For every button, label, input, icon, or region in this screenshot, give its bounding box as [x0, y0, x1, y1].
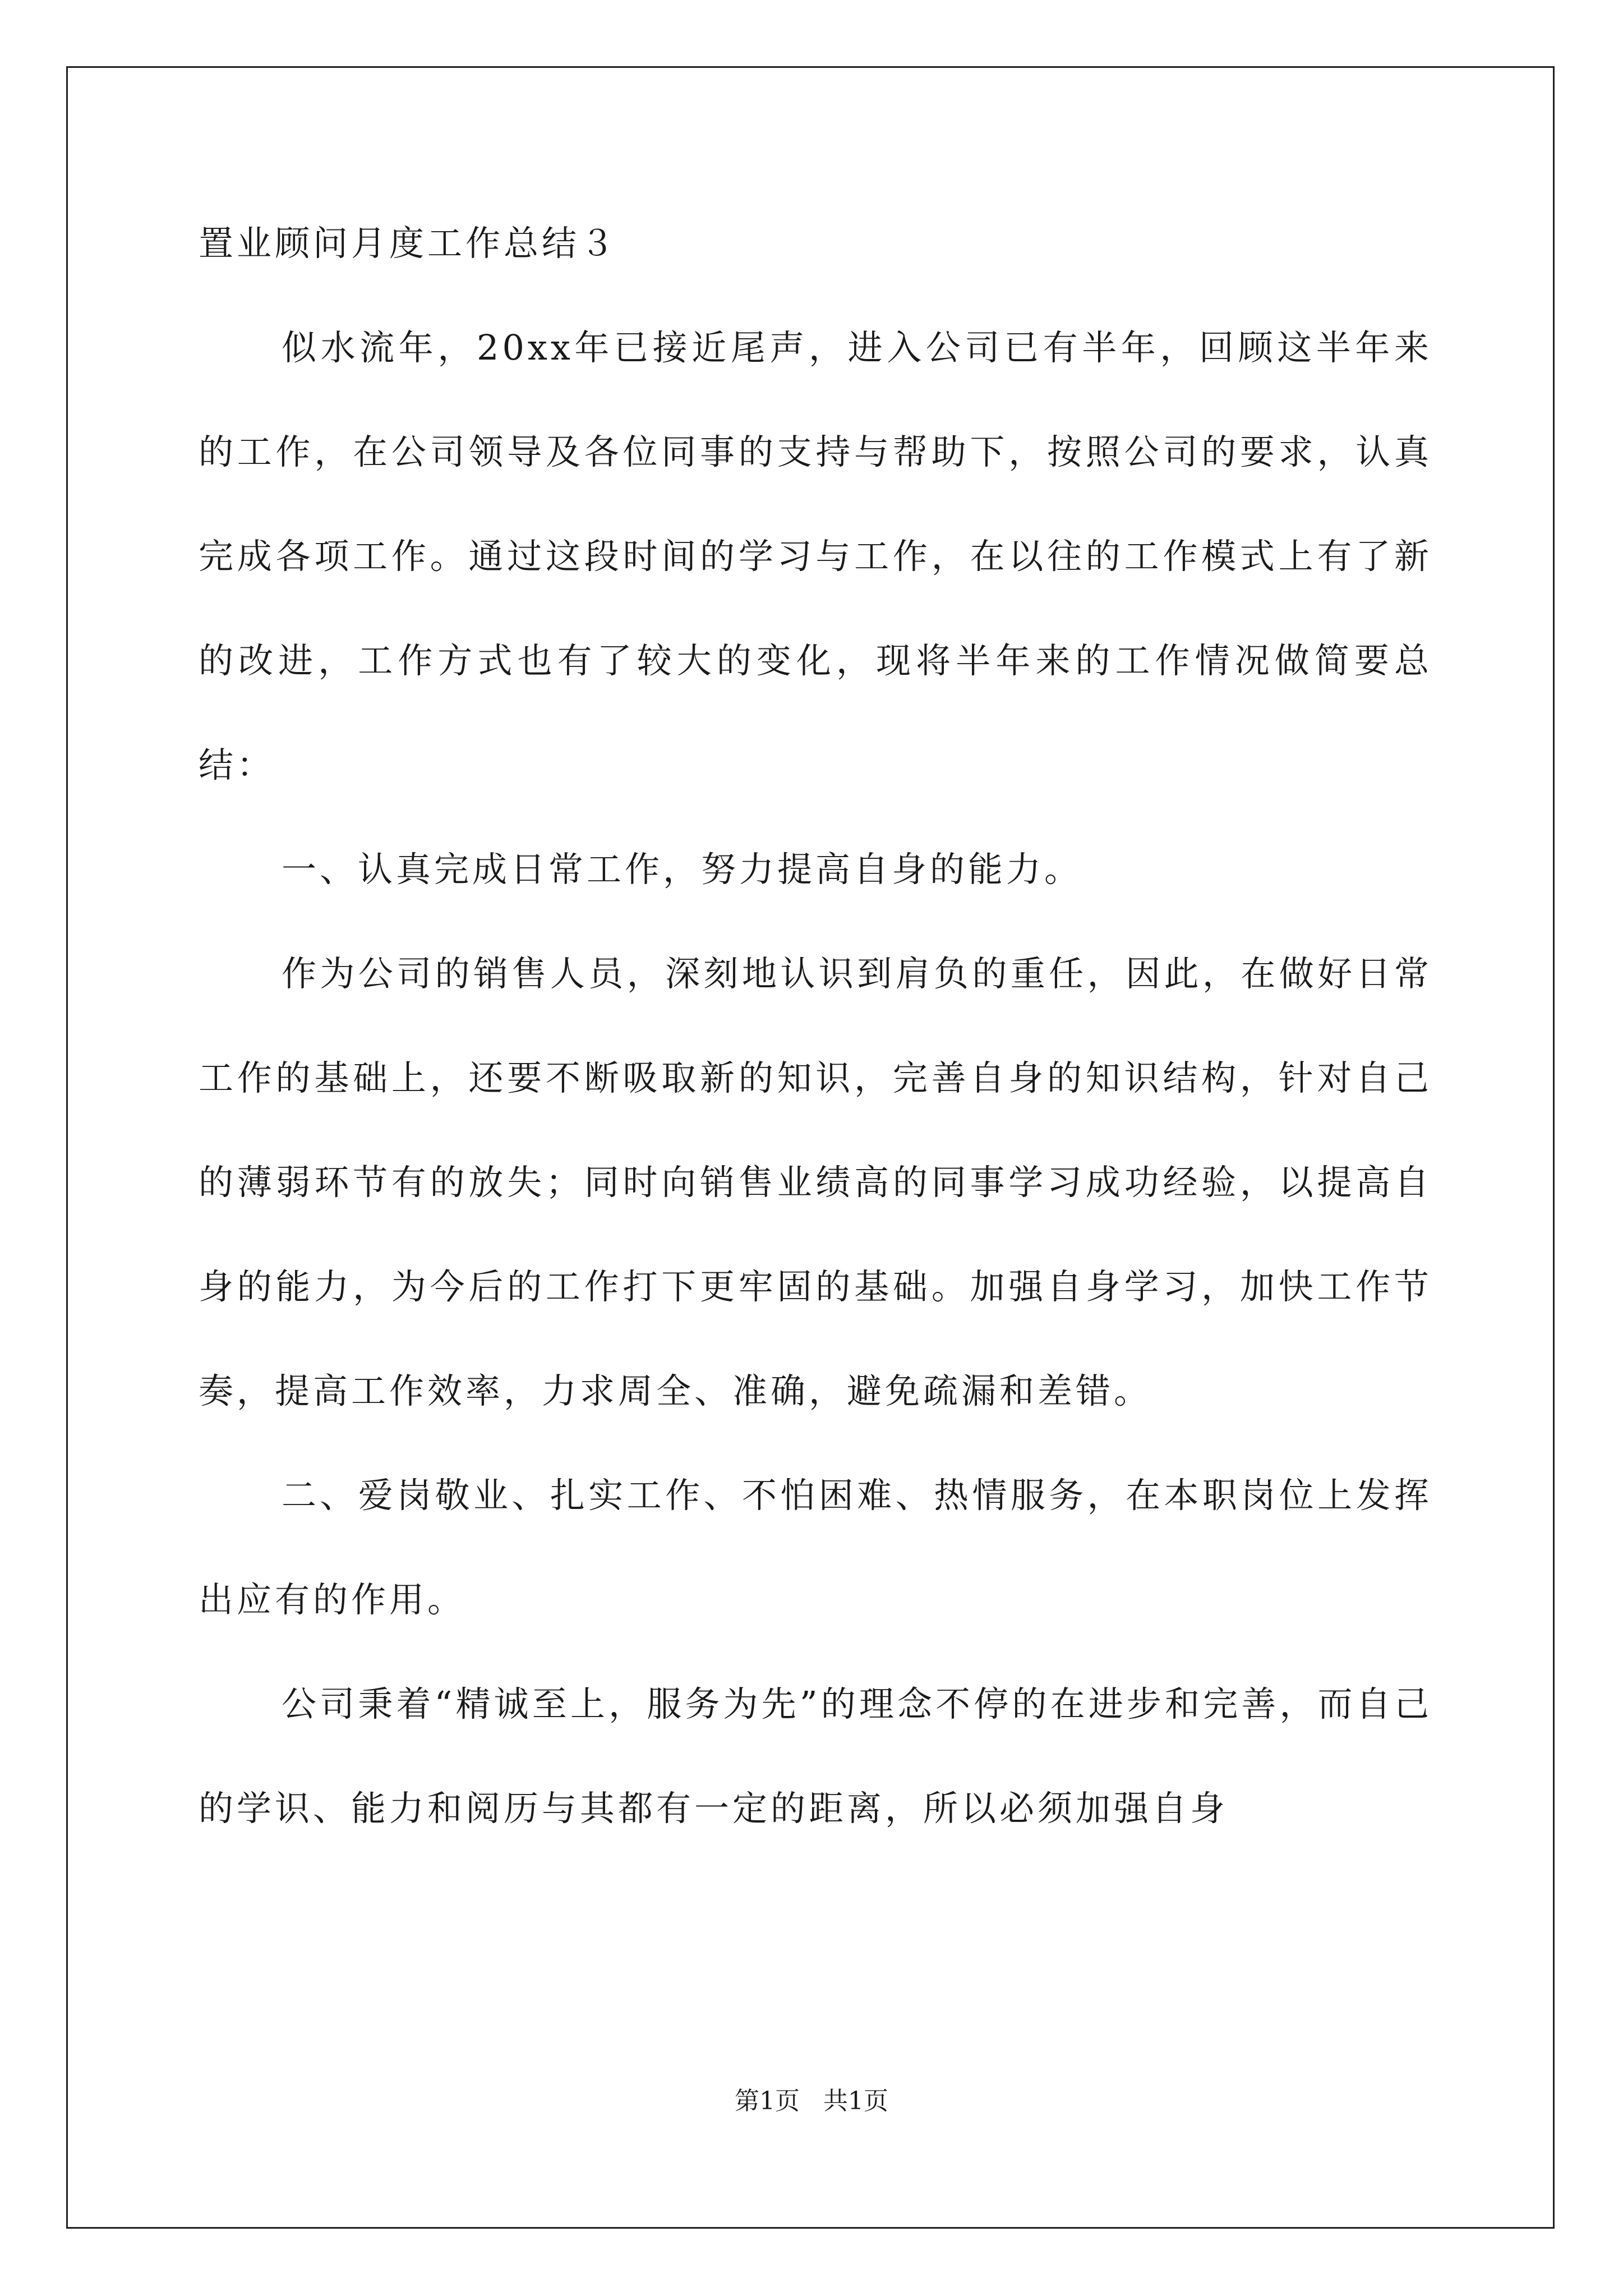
page-number-footer: 第1页 共1页 [735, 2087, 888, 2115]
document-body [199, 224, 1432, 1894]
paragraph-section-2-body: 公司秉着“精诚至上，服务为先”的理念不停的在进步和完善，而自己的学识、能力和阅历与其都有一定的距离，所以必须加强自身 [199, 1683, 1432, 1829]
paragraph-section-1-body: 作为公司的销售人员，深刻地认识到肩负的重任，因此，在做好日常工作的基础上，还要不断吸取新的知识，完善自身的知识结构，针对自己的薄弱环节有的放失；同时向销售业绩高的同事学习成功经验，以提高自身的能力，为今后的工作打下更牢固的基础。加强自身学习，加快工作节奏，提高工作效率，力求周全、准确，避免疏漏和差错。 [199, 953, 1432, 1411]
document-title: 置业顾问月度工作总结３ [199, 223, 619, 264]
paragraph-section-1-heading: 一、认真完成日常工作，努力提高自身的能力。 [282, 849, 1083, 890]
paragraph-section-2-heading: 二、爱岗敬业、扎实工作、不怕困难、热情服务，在本职岗位上发挥出应有的作用。 [199, 1475, 1432, 1620]
paragraph-intro: 似水流年，20xx年已接近尾声，进入公司已有半年，回顾这半年来的工作，在公司领导及各位同事的支持与帮助下，按照公司的要求，认真完成各项工作。通过这段时间的学习与工作，在以往的工作模式上有了新的改进，工作方式也有了较大的变化，现将半年来的工作情况做简要总结： [199, 327, 1432, 785]
